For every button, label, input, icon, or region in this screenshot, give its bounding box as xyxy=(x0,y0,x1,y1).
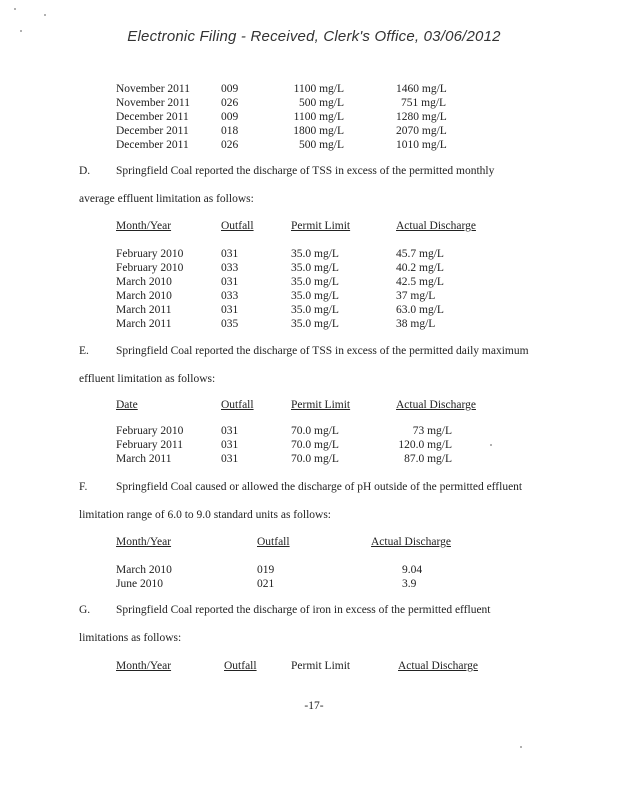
table-row: February 2010 031 35.0 mg/L 45.7 mg/L xyxy=(116,248,444,260)
table-row: March 2011 031 70.0 mg/L 87.0 mg/L xyxy=(116,453,452,465)
section-letter: G. xyxy=(79,604,91,616)
table-row: December 2011 026 500 mg/L 1010 mg/L xyxy=(116,139,447,151)
table-row: February 2010 031 70.0 mg/L 73 mg/L xyxy=(116,425,452,437)
paragraph-line: Springfield Coal reported the discharge of iron in excess of the permitted effluent xyxy=(116,604,491,616)
table-header: Month/Year Outfall Actual Discharge xyxy=(116,536,451,548)
table-row: December 2011 018 1800 mg/L 2070 mg/L xyxy=(116,125,447,137)
table-header: Date Outfall Permit Limit Actual Discharge xyxy=(116,399,476,411)
table-row: March 2010 031 35.0 mg/L 42.5 mg/L xyxy=(116,276,444,288)
table-row: February 2010 033 35.0 mg/L 40.2 mg/L xyxy=(116,262,444,274)
paragraph-line: Springfield Coal reported the discharge of TSS in excess of the permitted monthly xyxy=(116,165,495,177)
paragraph-line: limitation range of 6.0 to 9.0 standard units as follows: xyxy=(79,509,332,521)
paragraph-line: limitations as follows: xyxy=(79,632,182,644)
paragraph-line: average effluent limitation as follows: xyxy=(79,193,254,205)
table-header: Month/Year Outfall Permit Limit Actual Discharge xyxy=(116,660,478,672)
table-row: March 2010 019 9.04 xyxy=(116,564,423,576)
scan-speck xyxy=(44,14,46,16)
table-row: March 2011 031 35.0 mg/L 63.0 mg/L xyxy=(116,304,444,316)
section-letter: F. xyxy=(79,481,88,493)
table-row: November 2011 026 500 mg/L 751 mg/L xyxy=(116,97,447,109)
section-letter: D. xyxy=(79,165,91,177)
table-row: February 2011 031 70.0 mg/L 120.0 mg/L xyxy=(116,439,452,451)
paragraph-line: Springfield Coal reported the discharge of TSS in excess of the permitted daily maximum xyxy=(116,345,529,357)
scan-speck xyxy=(520,746,522,748)
page-number: -17- xyxy=(304,700,324,712)
paragraph-line: effluent limitation as follows: xyxy=(79,373,216,385)
table-row: March 2011 035 35.0 mg/L 38 mg/L xyxy=(116,318,436,330)
table-row: November 2011 009 1100 mg/L 1460 mg/L xyxy=(116,83,447,95)
filing-stamp: Electronic Filing - Received, Clerk's Office, 03/06/2012 xyxy=(127,28,501,45)
table-row: March 2010 033 35.0 mg/L 37 mg/L xyxy=(116,290,436,302)
section-letter: E. xyxy=(79,345,89,357)
table-row: June 2010 021 3.9 xyxy=(116,578,417,590)
scan-speck xyxy=(14,8,16,10)
table-row: December 2011 009 1100 mg/L 1280 mg/L xyxy=(116,111,447,123)
table-header: Month/Year Outfall Permit Limit Actual Discharge xyxy=(116,220,476,232)
paragraph-line: Springfield Coal caused or allowed the discharge of pH outside of the permitted effluent xyxy=(116,481,523,493)
